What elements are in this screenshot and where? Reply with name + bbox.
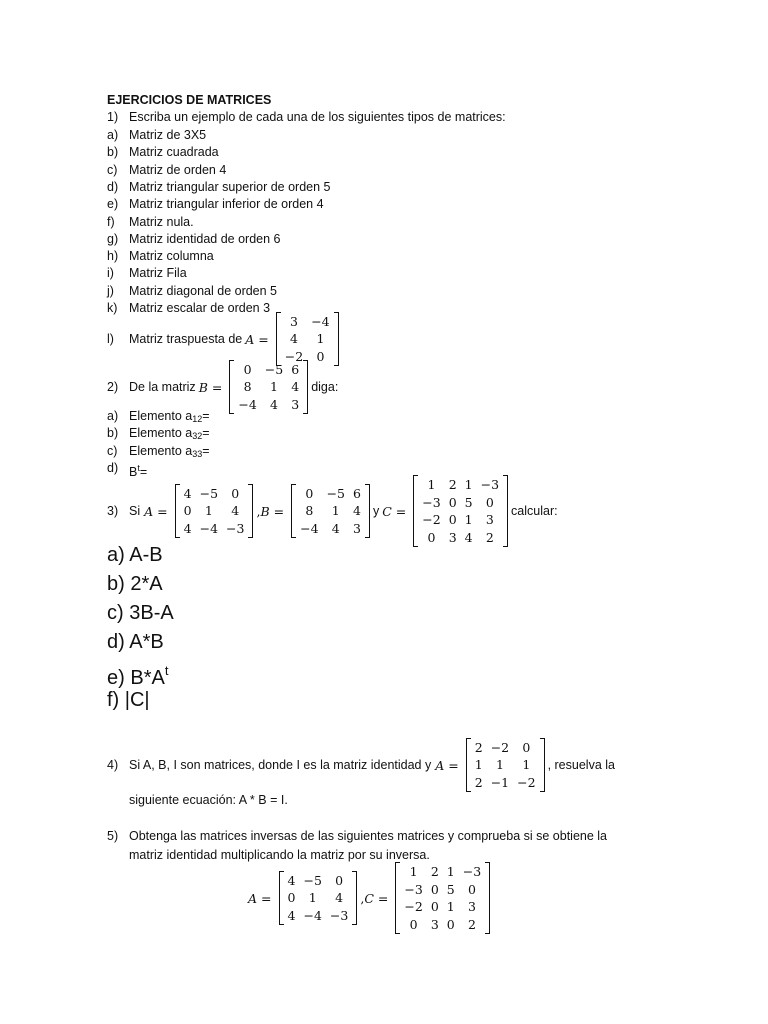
- matrix-cell: −4: [303, 907, 322, 923]
- matrix-cell: 8: [243, 379, 252, 395]
- matrix-a: [279, 871, 358, 926]
- q3-number: 3): [107, 504, 119, 518]
- matrix-cell: −5: [264, 361, 284, 377]
- matrix-cell: 0: [448, 512, 457, 527]
- matrix-cell: 0: [522, 739, 531, 755]
- element-text: Elemento a: [129, 409, 193, 423]
- q2-d-sup: t: [137, 463, 140, 473]
- operation-label: b): [107, 573, 125, 595]
- q3-var-a: A: [144, 503, 154, 519]
- matrix-cell: −4: [238, 396, 257, 412]
- list-item-label: a): [107, 409, 119, 423]
- matrix-cell: 4: [270, 396, 278, 412]
- matrix-cell: 6: [353, 485, 361, 501]
- operation-item: [107, 599, 174, 627]
- equals-sign: =: [448, 757, 459, 773]
- element-text: Elemento a: [129, 426, 193, 441]
- matrix-cell: 4: [287, 872, 296, 888]
- operation-item: [107, 570, 163, 598]
- q1-text: Escriba un ejemplo de cada una de los siguientes tipos de matrices:: [129, 110, 506, 124]
- operation-label: a): [107, 544, 125, 566]
- matrix-cell: 4: [464, 529, 473, 545]
- list-item: Matriz de orden 4: [129, 162, 227, 177]
- matrix-cell: 0: [446, 916, 455, 932]
- matrix-cell: 4: [331, 520, 340, 536]
- matrix-cell: 5: [464, 494, 473, 510]
- matrix-cell: 3: [485, 512, 494, 527]
- q2-var: B: [198, 379, 208, 395]
- matrix-cell: 0: [305, 485, 314, 501]
- matrix-cell: 2: [474, 739, 483, 755]
- list-item: Matriz identidad de orden 6: [129, 231, 281, 246]
- matrix-cell: 0: [231, 485, 240, 501]
- matrix-cell: 0: [183, 503, 192, 519]
- q3-e-label: e): [107, 667, 125, 689]
- equals-sign: =: [273, 503, 285, 519]
- matrix-a: [175, 484, 254, 539]
- q3-si: Si: [129, 504, 141, 518]
- q4-post: , resuelva la: [547, 758, 615, 772]
- matrix-cell: 0: [430, 881, 439, 897]
- element-subscript: 32: [192, 431, 203, 442]
- matrix-cell: 4: [335, 890, 344, 906]
- q1-transpose-row: [107, 313, 342, 365]
- matrix-cell: 0: [335, 872, 344, 888]
- equals-sign: =: [211, 379, 223, 395]
- element-equals: =: [202, 426, 210, 441]
- list-item-label: i): [107, 266, 114, 281]
- q3-e-sup: t: [164, 663, 169, 678]
- list-item: Matriz escalar de orden 3: [129, 301, 271, 315]
- q3-row: [107, 478, 558, 544]
- list-item: Matriz triangular inferior de orden 4: [129, 197, 324, 212]
- matrix-cell: 5: [446, 881, 455, 897]
- q1-l-var: A: [245, 331, 255, 347]
- q2-number: 2): [107, 380, 119, 394]
- matrix-cell: 1: [331, 503, 340, 519]
- list-item-label: j): [107, 283, 114, 298]
- matrix-c: [395, 862, 490, 934]
- matrix-cell: −2: [490, 739, 510, 755]
- matrix-cell: 8: [305, 503, 314, 519]
- q1-l-text: Matriz traspuesta de: [129, 332, 243, 346]
- matrix-cell: −3: [480, 477, 500, 492]
- equals-sign: =: [258, 331, 269, 347]
- q3-f-label: f): [107, 689, 120, 711]
- q4-var-a: A: [435, 757, 445, 773]
- matrix-cell: 4: [183, 485, 192, 501]
- matrix-cell: 0: [430, 899, 439, 914]
- element-equals: =: [202, 443, 210, 458]
- comma: ,: [360, 890, 365, 906]
- matrix-cell: 1: [446, 899, 455, 914]
- list-item: Matriz columna: [129, 249, 214, 264]
- q4-number: 4): [107, 758, 119, 772]
- element-subscript: 12: [192, 414, 203, 424]
- matrix-cell: 4: [183, 520, 192, 536]
- list-item-label: c): [107, 162, 118, 177]
- matrix-cell: −2: [404, 899, 423, 914]
- matrix-cell: −4: [199, 520, 219, 536]
- q4-pre: Si A, B, I son matrices, donde I es la matriz identidad y: [129, 758, 432, 772]
- list-item: Matriz triangular superior de orden 5: [129, 179, 331, 194]
- q3-e-text: B*A: [130, 667, 165, 689]
- q5-var-a: A: [248, 890, 258, 906]
- matrix-cell: −5: [303, 872, 322, 888]
- matrix-cell: 0: [316, 348, 325, 364]
- matrix-cell: 1: [474, 757, 483, 773]
- matrix-cell: 1: [446, 864, 455, 879]
- matrix-cell: −2: [422, 512, 441, 527]
- matrix-cell: 1: [270, 379, 278, 395]
- operation-text: 3B-A: [129, 602, 174, 624]
- list-item-label: c): [107, 443, 118, 458]
- list-item-label: b): [107, 145, 119, 160]
- matrix-cell: 1: [409, 864, 418, 879]
- list-item-label: k): [107, 301, 118, 315]
- list-item-label: e): [107, 197, 119, 212]
- q2-row: [107, 361, 338, 413]
- matrix-cell: −5: [326, 485, 345, 501]
- operation-text: A-B: [129, 544, 163, 566]
- q3-op-f: [107, 686, 150, 714]
- matrix-cell: 1: [316, 331, 325, 347]
- matrix-cell: −5: [199, 485, 219, 501]
- matrix-cell: 0: [243, 361, 252, 377]
- q5-var-c: C: [364, 890, 374, 906]
- element-equals: =: [202, 409, 210, 423]
- matrix-cell: −3: [329, 907, 349, 923]
- matrix-transpose-a: [276, 312, 339, 367]
- matrix-cell: 1: [308, 890, 317, 906]
- element-subscript: 33: [192, 448, 203, 459]
- operation-text: A*B: [129, 631, 164, 653]
- equals-sign: =: [377, 890, 389, 906]
- operation-label: d): [107, 631, 125, 653]
- operation-item: [107, 541, 163, 569]
- equals-sign: =: [261, 890, 272, 906]
- q2-d-eq: =: [139, 465, 148, 479]
- matrix-cell: 2: [474, 774, 483, 790]
- matrix-cell: −3: [422, 494, 441, 510]
- matrix-cell: 4: [287, 907, 296, 923]
- q1-l-label: l): [107, 332, 114, 346]
- matrix-cell: 0: [427, 529, 436, 545]
- matrix-cell: 1: [464, 477, 473, 492]
- matrix-cell: 0: [485, 494, 494, 510]
- operation-item: [107, 628, 164, 656]
- matrix-a: [466, 738, 545, 793]
- q2-d-text: B: [129, 465, 138, 479]
- equals-sign: =: [395, 503, 407, 519]
- q3-calc: calcular:: [511, 504, 558, 518]
- matrix-cell: −4: [311, 313, 330, 329]
- matrix-b: [229, 360, 308, 415]
- matrix-cell: 3: [467, 899, 476, 914]
- operation-text: 2*A: [130, 573, 163, 595]
- list-item-label: d): [107, 179, 119, 194]
- matrix-cell: −3: [226, 520, 245, 536]
- q3-f-text: |C|: [124, 689, 150, 711]
- matrix-cell: 4: [291, 379, 300, 395]
- list-item-label: b): [107, 426, 119, 441]
- q5-line1: Obtenga las matrices inversas de las siguientes matrices y comprueba si se obtiene la: [129, 829, 608, 843]
- list-item-label: a): [107, 128, 119, 142]
- matrix-cell: 1: [427, 477, 436, 492]
- list-item: Matriz nula.: [129, 214, 194, 229]
- matrix-cell: 1: [522, 757, 531, 773]
- matrix-cell: 3: [448, 529, 457, 545]
- matrix-cell: 2: [485, 529, 494, 545]
- q2-pre: De la matriz: [129, 380, 196, 394]
- q4-line2: siguiente ecuación: A * B = I.: [129, 793, 288, 807]
- equals-sign: =: [157, 503, 168, 519]
- list-item-label: g): [107, 231, 119, 246]
- matrix-cell: −3: [462, 864, 482, 879]
- comma: ,: [256, 503, 261, 519]
- matrix-cell: 3: [353, 520, 361, 536]
- document-title: EJERCICIOS DE MATRICES: [107, 93, 272, 107]
- list-item: Matriz diagonal de orden 5: [129, 283, 278, 298]
- q5-line2: matriz identidad multiplicando la matriz por su inversa.: [129, 848, 430, 862]
- matrix-cell: −1: [490, 774, 510, 790]
- matrix-cell: −2: [284, 348, 304, 364]
- matrix-b: [291, 484, 370, 539]
- matrix-cell: 4: [231, 503, 240, 519]
- operation-label: c): [107, 602, 124, 624]
- matrix-cell: 1: [204, 503, 213, 519]
- list-item-label: h): [107, 249, 119, 264]
- matrix-cell: 0: [409, 916, 418, 932]
- matrix-cell: 4: [353, 503, 361, 519]
- matrix-cell: 3: [290, 313, 298, 329]
- list-item-label: f): [107, 214, 115, 229]
- matrix-cell: 2: [448, 477, 457, 492]
- q2-post: diga:: [311, 380, 339, 394]
- matrix-c: [413, 475, 508, 547]
- list-item: Matriz cuadrada: [129, 145, 219, 160]
- matrix-cell: −4: [300, 520, 319, 536]
- q1-number: 1): [107, 110, 119, 124]
- matrix-cell: 0: [467, 881, 476, 897]
- q4-row: [107, 738, 615, 792]
- matrix-cell: 1: [495, 757, 504, 773]
- matrix-cell: 3: [430, 916, 439, 932]
- q2-d-label: d): [107, 461, 119, 475]
- q3-var-c: C: [382, 503, 392, 519]
- q3-var-b: B: [260, 503, 270, 519]
- list-item: Matriz de 3X5: [129, 128, 207, 142]
- matrix-cell: 0: [448, 494, 457, 510]
- matrix-cell: 4: [290, 331, 298, 347]
- q5-matrices-row: [248, 864, 493, 932]
- matrix-cell: 3: [291, 396, 300, 412]
- matrix-cell: 2: [430, 864, 439, 879]
- q3-y: y: [372, 504, 380, 518]
- matrix-cell: 6: [291, 361, 300, 377]
- matrix-cell: 0: [287, 890, 296, 906]
- list-item: Matriz Fila: [129, 266, 187, 281]
- element-text: Elemento a: [129, 443, 193, 458]
- matrix-cell: 2: [467, 916, 476, 932]
- q5-number: 5): [107, 829, 119, 843]
- matrix-cell: −3: [404, 881, 423, 897]
- matrix-cell: 1: [464, 512, 473, 527]
- matrix-cell: −2: [517, 774, 536, 790]
